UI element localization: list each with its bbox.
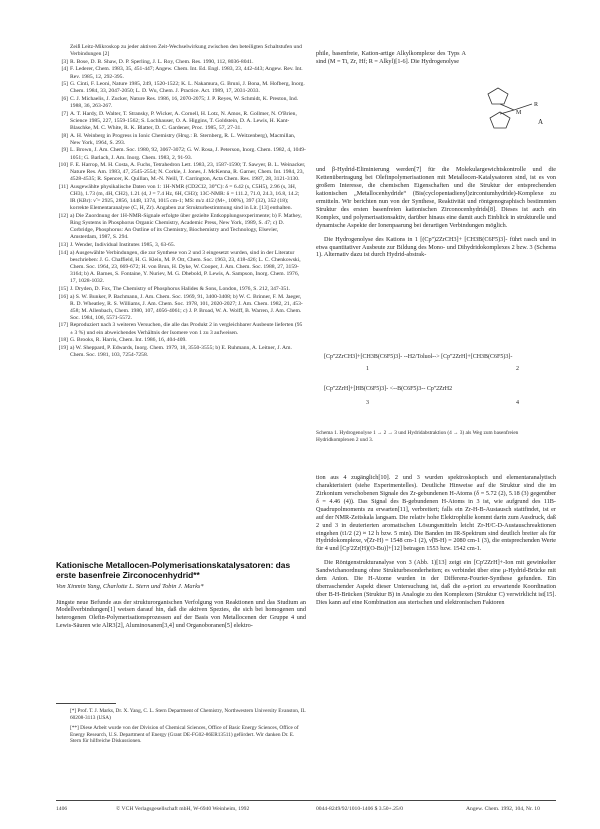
article-start [56,560,306,636]
reference-item: [18] G. Brooks, R. Harris, Chem. Int. 1986, 16, 404-409. [58,337,187,344]
article-intro: Jüngste neue Befunde aus der strukturorganischen Verfolgung von Reaktionen und das Studium an Modellverbindungen[1] weisen darauf hin, daß die aktiven Spezies, die sich bei homogenen und heterogenen Olefin-Polymerisationsprozessen auf der Basis von Metallocenen der Gruppe 4 und Lewis-Säuren wie AlR3[2], Aluminoxanen[3,4] und Organoboranen[5] elektro- [56,598,306,630]
scheme-line: [Cp''2ZrH]+[HB(C6F5)3]- <--B(C6F5)3-- Cp''2ZrH2 [324,386,453,392]
paragraph: und β-Hydrid-Eliminierung werden[7] für die Molekulargewichtskontrolle und die Kettenübertragung bei Olefinpolymerisationen mit Metallocen-Katalysatoren sind, ist es von großem Interesse, die chemischen Eigenschaften und die Struktur der entsprechenden kationischen „Metallocenhydride“ (Bis(cyclopentadienyl)zirconiumhydride)-Komplexe zu ermitteln. Wir berichten nun von der Synthese, Reaktivität und röntgenographisch bestimmten Struktur des ersten basenfreien kationischen Zirconocenhydrids[8]. Dieses ist auch ein Komplex, und polymerisationsaktiv, darüber hinaus eine damit auch Einblick in strukturelle und dynamische Aspekte der Ionenpaarung bei derartigen Verbindungen möglich. [316,166,556,229]
compound-label: 1 [366,366,369,372]
scheme-1 [316,350,556,422]
cp-ring-top [488,88,508,104]
reference-item: [14] a) Ausgewählte Verbindungen, die zur Synthese von 2 und 3 eingesetzt wurden, sind in der Literatur beschrieben: J. G. Chaffield, H. G. Klein, M. P. Ott, Chem. Soc. 1963, 23, 418-426; L. C. Chenkowski, Chem. Soc. 1964, 23, 669-672; H. von Brun, H. Dyke, W. Cooper, J. Am. Chem. Soc. 1988, 27, 3159-3164; b) A. Barnes, S. Fontaine, Y. Nuriev, M. G. Dhebold, P. Lewis, A. Sampson, Inorg. Chem. 1976, 17, 1028-1032. [58,249,301,285]
page-number: 1406 [56,806,68,812]
reference-item: [10] F. E. Harrop, M. H. Costa, A. Fuchs, Tetrahedron Lett. 1983, 23, 1587-1590; T. Sawyer, B. L. Weinacker, Nature Res. Am. 1983, 47, 2545-2554; N. Corkie, J. Jones, J. McKenna, R. Garner, Chem. Int. 1984, 23, 4528-4535; R. Spencer, K. Quillan, M.-N. Neill, T. Carrington, Acta Chem. Res. 1987, 28, 3121-3130. [58,162,306,183]
issn-line: 0044-8249/92/1010-1406 $ 3.50+.25/0 [316,806,404,812]
metal-label: M [516,110,522,116]
bond [500,104,514,110]
right-column-top [316,44,556,72]
scheme-line: [Cp''2ZrCH3]+[CH3B(C6F5)3]- --H2/Toluol--> [Cp''2ZrH]+[CH3B(C6F5)3]- [324,354,513,360]
paragraph: tion aus 4 zugänglich[10]. 2 und 3 wurden spektroskopisch und elementaranalytisch charakterisiert (siehe Experimentelles). Deutliche Hinweise auf die Struktur sind die im Zirkonium verschobenen Signale des Zr-gebundenen H-Atoms (δ = 5.72 (2), 5.18 (3) gegenüber δ = 4.46 (4)). Das Signal des B-gebundenen H-Atoms in 3 ist, wie aufgrund des 11B-Quadrupolmoments zu erwarten[11], verbreitert; falls ein Zr-H-B-Austausch stattfindet, ist er auf der NMR-Zeitskala langsam. Die relativ hohe Elektrophilie kommt darin zum Ausdruck, daß 2 und 3 in deuterierten aromatischen Lösungsmitteln leicht Zr-H/C-D-Austauschreaktionen eingehen (t1/2 (2) ≈ 12 h bzw. 5 min). Die Banden im IR-Spektrum sind deutlich breiter als für Hydridokomplexe, ν̃(Zr-H) = 1548 cm-1 (2), ν̃(B-H) = 2080 cm-1 (3), die entsprechenden Werte für 4 und [Cp'2Zr(H)(O-Bu)]+[12] betragen 1553 bzw. 1542 cm-1. [316,474,556,553]
reference-item: [3] R. Bose, D. B. Shaw, D. P. Sperling, J. L. Roy, Chem. Res. 1990, 112, 8036-8041. [61,58,254,65]
paragraph: Die Röntgenstrukturanalyse von 3 (Abb. 1)[13] zeigt ein [Cp'2ZrH]+-Ion mit gewinkelter Sandwichanordnung ohne Strukturbesonderheiten; es verbindet über eine μ-Hydrid-Brücke mit dem Anion. Die H-Atome wurden in der Differenz-Fourier-Synthese gefunden. Ein überraschender Aspekt dieser Untersuchung ist, daß die a-priori zu erwartende Koordination über B-H-Brücken (Struktur B) in Analogie zu den Komplexen (Struktur C) verwirklicht ist[15]. Dies kann auf eine Kombination aus sterischen und elektronischen Faktoren [316,559,556,606]
r-label: R [534,102,539,108]
right-column-lower [316,468,556,613]
article-authors: Von Xinmin Yang, Charlotte L. Stern und Tobin J. Marks* [56,583,204,591]
reference-item: [7] A. T. Hardy, D. Walter, T. Stransky, P. Wicker, A. Cornell, H. Lotz, N. Amos, R. Gollmer, N. O'Brien, Science 1985, 227, 1559-1562; S. Lochhauser, O. A. Higgins, T. Goldstein, D. A. Lewis, H. Kant-Blaschke, M. C. White, R. K. Blatter, D. C. Gardener, Proc. 1985, 57, 27-31. [61,110,297,131]
compound-label: 2 [516,366,519,372]
reference-item: [9] L. Brown, J. Am. Chem. Soc. 1980, 92, 3067-3072; G. W. Rosa, J. Peterson, Inorg. Chem. 1982, 4, 1049-1051; G. Barlach, J. Am. Inorg. Chem. 1983, 2, 91-93. [61,147,306,161]
journal-line: Angew. Chem. 1992, 104, Nr. 10 [466,806,540,812]
reference-item: [15] J. Dryden, D. Fox, The Chemistry of Phosphorus Halides & Sons, London, 1976, S. 212, 347-351. [58,285,291,292]
structure-label: A [538,118,544,126]
reference-item: [5] G. Cinti, F. Leoni, Nature 1985, 249, 1520-1522; K. L. Nakamura, G. Bruni, J. Bona, M. Hofberg, Inorg. Chem. 1984, 33, 2047-2050; L. D. Wu, Chem. J. Practice. Act. 1989, 17, 2031-2033. [61,81,305,95]
article-title: Kationische Metallocen-Polymerisationskatalysatoren: das erste basenfreie Zirconocenhydrid** [56,560,291,581]
paragraph: Die Hydrogenolyse des Kations in 1 [(Cp'')2ZrCH3]+ [CH3B(C6F5)3]- führt rasch und in etwa quantitativer Ausbeute zur Bildung des Mono- und Dihydridokomplexes 2 bzw. 3 (Schema 1). Alternativ dazu ist durch Hydrid-abstrak- [316,235,556,259]
reference-item: [17] Reproduziert nach 3 weiteren Versuchen, die alle das Produkt 2 in vergleichbarer Ausbeute lieferten (95 ± 3 %) und ein abweichendes Verhältnis der Isomere von 1 zu 3 aufweisen. [58,322,303,336]
structure-a-diagram [480,84,550,140]
right-column-body [316,160,556,266]
reference-item: [8] A. H. Weinberg in Progress in Ionic Chemistry (Hrsg.: B. Sternberg, R. L. Weitzenberg), Macmillan, New York, 1964, S. 293. [61,132,296,146]
reference-item: [4] F. Lederer, Chem. 1983, 35, 451-447; Angew. Chem. Int. Ed. Engl. 1983, 23, 442-443; Angew. Rev. Int. Rev. 1985, 12, 292-395. [61,66,303,80]
reference-list [56,44,306,360]
cp-ring-bottom [490,112,510,128]
reference-item: [16] a) S. W. Bunker, P. Bachmann, J. Am. Chem. Soc. 1969, 91, 3400-3408; b) W. C. Brinner, F. M. Jaeger, R. D. Wheatley, R. S. Williams, J. Am. Chem. Soc. 1978, 101, 2020-2027; J. Am. Chem. 1982, 21, 453-458; M. Allenbach, Chem. 1980, 107, 4056-4061; c) J. P. Broad, W. A. Wolff, B. Warren, J. Am. Chem. Soc. 1984, 106, 5571-5572. [58,293,303,321]
compound-label: 3 [366,400,369,406]
footnotes [56,708,306,746]
footnote-rule [56,703,116,704]
reference-item: [19] a) W. Sheppard, P. Edwards, Inorg. Chem. 1979, 18, 3550-3555; b) E. Ruhmann, A. Leitner, J. Am. Chem. Soc. 1981, 103, 7254-7258. [58,344,292,359]
footnote-item: [*] Prof. T. J. Marks, Dr. X. Yang, C. L. Stern Department of Chemistry, Northwestern University Evanston, IL 60208-3113 (USA) [70,708,306,721]
paragraph: phile, basenfreie, Kation-artige Alkylkomplexe des Typs A sind (M = Ti, Zr, Hf; R = Alkyl)[1-6]. Die Hydrogenolyse [316,50,466,66]
reference-item: [6] C. J. Michaelis, J. Zucker, Nature Res. 1986, 16, 2070-2075; J. P. Reyes, W. Schmidt, K. Preston, Ind. 1988, 36, 263-267. [61,96,299,110]
reference-item: [13] J. Wender, Individual Institutes 1985, 3, 63-65. [58,242,176,249]
footer-rule [56,800,556,801]
footnote-item: [**] Diese Arbeit wurde von der Division of Chemical Sciences, Office of Basic Energy Sciences, Office of Energy Research, U.S. Department of Energy (Grant DE-FG02-86ER13511) gefördert. Wir danken Dr. E. Stern für hilfreiche Diskussionen. [70,725,299,745]
scheme-caption: Schema 1. Hydrogenolyse 1 → 2 → 3 und Hydridabstraktion (4 → 3) als Weg zum basenfreien Hydridkomplexen 2 und 3. [316,430,519,443]
reference-item: [11] Ausgewählte physikalische Daten von 1: 1H-NMR (CD2Cl2, 30°C): δ = 6.42 (s, C5H5), 2.96 (s, 3H, CH3), 1.73 (m, 4H, CH2), 1.21 (d, J = 7.4 Hz, 6H, CH3); 13C-NMR: δ = 111.2, 71.0, 24.3, 16.8, 14.2; IR (KBr): ν̃ = 2925, 2856, 1448, 1374, 1015 cm-1; MS: m/z 412 (M+, 100%), 397 (32), 352 (18); korrekte Elementaranalyse (C, H, Zr). Angaben zur Strukturbestimmung sind in Lit. [13] enthalten. [58,184,300,212]
reference-item: Zeiß Leitz-Mikroskop zu jeder aktiven Zeit-Wechselwirkung zwischen den beteiligten Schaltstufen und Verbindungen [2] [70,44,302,58]
publisher-line: © VCH Verlagsgesellschaft mbH, W-6940 Weinheim, 1992 [116,806,250,812]
reference-item: [12] a) Die Zuordnung der 1H-NMR-Signale erfolgte über gezielte Entkopplungsexperimente; b) F. Mathey, Ring Systems in Phosphorus Organic Chemistry, Academic Press, New York, 1989, S. 47; c) D. Corbridge, Phosphorus: An Outline of its Chemistry, Biochemistry and Technology, Elsevier, Amsterdam, 1987, S. 294. [58,213,302,241]
compound-label: 4 [516,400,519,406]
bond [500,110,514,114]
